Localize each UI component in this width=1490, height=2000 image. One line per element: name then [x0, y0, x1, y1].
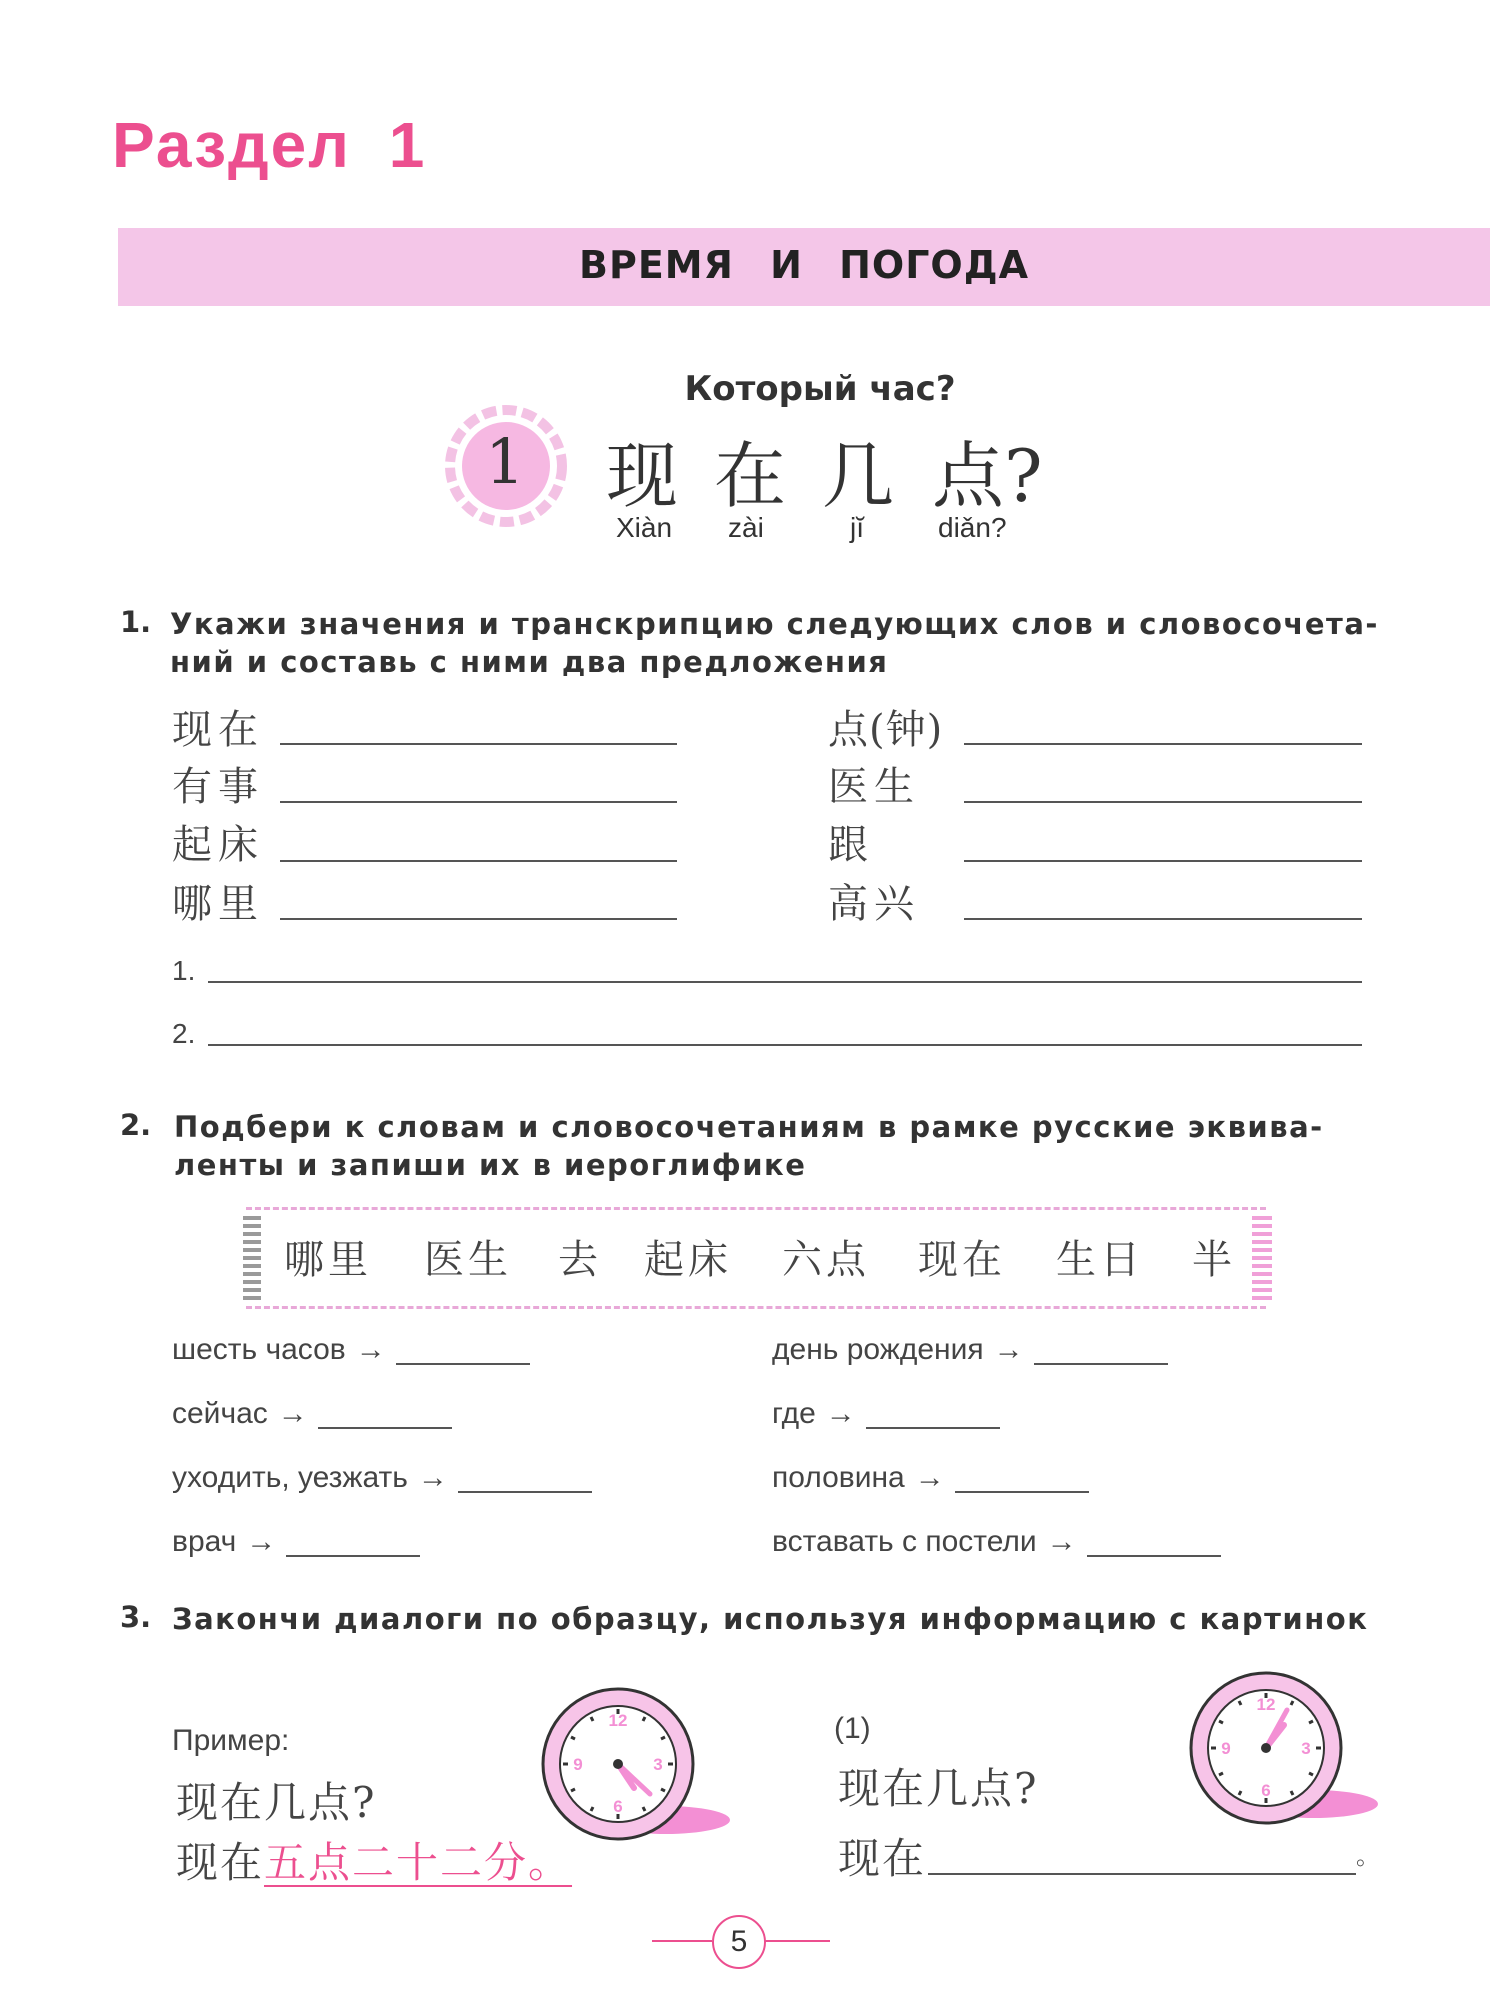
arrow-icon: → — [277, 1397, 308, 1430]
match-label: шесть часов — [172, 1333, 346, 1366]
match-label: половина — [772, 1461, 905, 1494]
answer-blank[interactable] — [866, 1427, 1000, 1429]
word-box-right-edge — [1252, 1212, 1272, 1300]
section-title: Раздел 1 — [112, 109, 427, 181]
task1-number: 1. — [120, 605, 152, 639]
pinyin-3: jĭ — [850, 512, 864, 543]
example-question: 现在几点? — [176, 1778, 377, 1827]
box-word-2: 医生 — [424, 1237, 512, 1283]
box-word-5: 六点 — [782, 1237, 870, 1283]
pinyin-4: diǎn? — [938, 512, 1007, 543]
answer-line[interactable] — [280, 743, 677, 745]
sentence-number-2: 2. — [172, 1018, 196, 1049]
box-word-7: 生日 — [1056, 1237, 1144, 1283]
match-item-right-1 — [772, 1333, 1168, 1367]
example-answer — [176, 1830, 572, 1890]
box-word-8: 半 — [1192, 1237, 1236, 1283]
match-item-left-4 — [172, 1525, 420, 1559]
arrow-icon: → — [417, 1461, 448, 1494]
task1-word-right-2: 医生 — [828, 764, 920, 810]
sentence-line[interactable] — [208, 981, 1362, 983]
match-item-right-3 — [772, 1461, 1089, 1495]
task1-word-left-3: 起床 — [172, 822, 264, 868]
answer-line[interactable] — [964, 918, 1362, 920]
arrow-icon: → — [246, 1525, 277, 1558]
item-question: 现在几点? — [838, 1764, 1039, 1813]
lesson-number: 1 — [485, 425, 525, 498]
match-label: сейчас — [172, 1397, 268, 1430]
task2-text-line1: Подбери к словам и словосочетаниям в рамке русские эквива- — [174, 1110, 1324, 1144]
task1-text-line1: Укажи значения и транскрипцию следующих слов и словосочета- — [170, 607, 1379, 641]
clock-number-9: 9 — [1221, 1739, 1231, 1758]
match-item-right-4 — [772, 1525, 1221, 1559]
task3-number: 3. — [120, 1600, 152, 1634]
pinyin-2: zài — [728, 512, 764, 543]
answer-blank[interactable] — [955, 1491, 1089, 1493]
match-label: где — [772, 1397, 816, 1430]
answer-blank[interactable] — [1034, 1363, 1168, 1365]
box-word-3: 去 — [558, 1237, 602, 1283]
sentence-number-1: 1. — [172, 955, 196, 986]
box-word-6: 现在 — [918, 1237, 1006, 1283]
lesson-title-cn-2: 在 — [714, 434, 787, 518]
footer-line-left — [652, 1940, 712, 1942]
clock-number-6: 6 — [1261, 1781, 1271, 1800]
item-label: (1) — [834, 1712, 871, 1745]
answer-line[interactable] — [280, 801, 677, 803]
topic-banner — [118, 228, 1490, 306]
banner-title: ВРЕМЯ И ПОГОДА — [579, 243, 1029, 287]
match-item-left-1 — [172, 1333, 530, 1367]
match-label: вставать с постели — [772, 1525, 1037, 1558]
task1-text-line2: ний и составь с ними два предложения — [170, 645, 889, 679]
match-item-right-2 — [772, 1397, 1000, 1431]
example-label: Пример: — [172, 1724, 290, 1757]
answer-prefix: 现在 — [176, 1838, 265, 1887]
task1-word-left-2: 有事 — [172, 764, 264, 810]
arrow-icon: → — [914, 1461, 945, 1494]
box-word-4: 起床 — [644, 1237, 732, 1283]
arrow-icon: → — [1046, 1525, 1077, 1558]
lesson-title-cn-4: 点? — [932, 434, 1043, 518]
answer-line[interactable] — [928, 1873, 1356, 1875]
arrow-icon: → — [825, 1397, 856, 1430]
task1-word-right-3: 跟 — [828, 822, 874, 868]
match-label: врач — [172, 1525, 237, 1558]
clock-number-6: 6 — [613, 1797, 623, 1816]
sentence-line[interactable] — [208, 1044, 1362, 1046]
task1-word-right-4: 高兴 — [828, 881, 920, 927]
match-item-left-3 — [172, 1461, 592, 1495]
answer-line[interactable] — [964, 860, 1362, 862]
answer-line[interactable] — [964, 743, 1362, 745]
task2-number: 2. — [120, 1108, 152, 1142]
clock-number-12: 12 — [1256, 1695, 1276, 1714]
pinyin-1: Xiàn — [616, 512, 673, 543]
task2-text-line2: ленты и запиши их в иероглифике — [174, 1148, 807, 1182]
task1-word-left-1: 现在 — [172, 707, 264, 753]
match-label: уходить, уезжать — [172, 1461, 408, 1494]
task-clock-icon — [1186, 1668, 1386, 1830]
clock-number-3: 3 — [653, 1755, 663, 1774]
answer-blank[interactable] — [318, 1427, 452, 1429]
footer-line-right — [762, 1940, 830, 1942]
lesson-title-cn-3: 几 — [822, 434, 895, 518]
clock-number-12: 12 — [608, 1711, 628, 1730]
answer-blank[interactable] — [396, 1363, 530, 1365]
answer-line[interactable] — [964, 801, 1362, 803]
arrow-icon: → — [993, 1333, 1024, 1366]
task1-word-right-1: 点(钟) — [828, 707, 944, 753]
sentence-period: 。 — [1356, 1842, 1382, 1870]
box-word-1: 哪里 — [284, 1237, 372, 1283]
clock-number-9: 9 — [573, 1755, 583, 1774]
example-clock-icon — [538, 1684, 738, 1846]
task1-word-left-4: 哪里 — [172, 881, 264, 927]
lesson-title-ru: Который час? — [684, 369, 956, 409]
page-number: 5 — [712, 1915, 766, 1969]
clock-number-3: 3 — [1301, 1739, 1311, 1758]
answer-blank[interactable] — [458, 1491, 592, 1493]
answer-line[interactable] — [280, 918, 677, 920]
arrow-icon: → — [355, 1333, 386, 1366]
item-answer-prefix: 现在 — [838, 1834, 927, 1883]
answer-blank[interactable] — [1087, 1555, 1221, 1557]
lesson-title-cn-1: 现 — [606, 434, 679, 518]
example-answer-time: 五点二十二分。 — [264, 1838, 573, 1887]
task3-text: Закончи диалоги по образцу, используя информацию с картинок — [172, 1602, 1369, 1636]
word-box-left-edge — [243, 1212, 261, 1300]
match-item-left-2 — [172, 1397, 452, 1431]
match-label: день рождения — [772, 1333, 984, 1366]
answer-line[interactable] — [280, 860, 677, 862]
answer-blank[interactable] — [286, 1555, 420, 1557]
